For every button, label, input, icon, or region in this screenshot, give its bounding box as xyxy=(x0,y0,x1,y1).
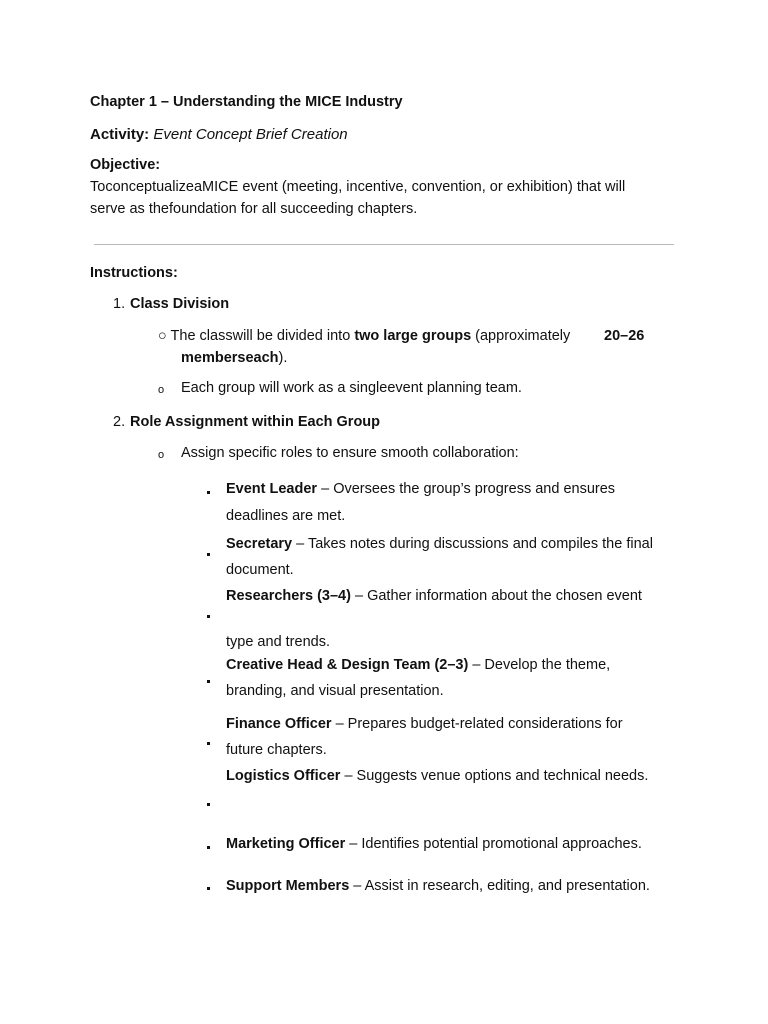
role-6-line1 xyxy=(226,836,642,852)
chapter-title: Chapter 1 – Understanding the MICE Industry xyxy=(90,94,403,110)
item1-bullet1-bold: two large groups xyxy=(354,328,472,344)
role-6-desc: – Identifies potential promotional approaches. xyxy=(345,836,642,852)
activity-line xyxy=(90,126,348,143)
horizontal-divider xyxy=(94,244,674,245)
hollow-circle-bullet-icon: ○ xyxy=(158,328,167,344)
role-0-desc: – Oversees the group’s progress and ensures xyxy=(317,481,616,497)
role-0-line2: deadlines are met. xyxy=(226,508,346,524)
role-3-name: Creative Head & Design Team (2–3) xyxy=(226,657,469,673)
role-5-name: Logistics Officer xyxy=(226,768,341,784)
objective-line-2: serve as thefoundation for all succeeding chapters. xyxy=(90,201,418,217)
role-4-line1 xyxy=(226,716,623,732)
square-bullet-icon xyxy=(207,803,210,806)
item1-bullet1-mid: (approximately xyxy=(471,328,571,344)
item1-bullet1-line1 xyxy=(158,328,570,344)
item1-bullet1-text: The classwill be divided into xyxy=(170,328,355,344)
role-3-line1 xyxy=(226,657,610,673)
item2-number: 2. xyxy=(113,414,126,430)
item1-bullet1-line2 xyxy=(181,350,287,366)
item1-bullet1-line2-rest: ). xyxy=(278,350,288,366)
role-7-name: Support Members xyxy=(226,878,350,894)
role-3-desc: – Develop the theme, xyxy=(468,657,611,673)
role-2-desc: – Gather information about the chosen event xyxy=(350,588,642,604)
role-1-desc: – Takes notes during discussions and compiles the final xyxy=(292,536,653,552)
instructions-label: Instructions: xyxy=(90,265,178,281)
activity-label: Activity: xyxy=(90,126,150,143)
role-5-line1 xyxy=(226,768,648,784)
square-bullet-icon xyxy=(207,887,210,890)
role-7-line1 xyxy=(226,878,650,894)
role-3-line2: branding, and visual presentation. xyxy=(226,683,444,699)
hollow-o-bullet-icon: o xyxy=(158,384,165,396)
square-bullet-icon xyxy=(207,742,210,745)
hollow-o-bullet-icon: o xyxy=(158,449,165,461)
role-1-line2: document. xyxy=(226,562,294,578)
activity-value: Event Concept Brief Creation xyxy=(153,126,348,143)
role-4-line2: future chapters. xyxy=(226,742,327,758)
item1-number: 1. xyxy=(113,296,126,312)
role-7-desc: – Assist in research, editing, and presentation. xyxy=(349,878,650,894)
role-1-line1 xyxy=(226,536,653,552)
square-bullet-icon xyxy=(207,491,210,494)
role-0-name: Event Leader xyxy=(226,481,318,497)
objective-line-1: ToconceptualizeaMICE event (meeting, incentive, convention, or exhibition) that will xyxy=(90,179,626,195)
square-bullet-icon xyxy=(207,680,210,683)
role-2-name: Researchers (3–4) xyxy=(226,588,351,604)
role-6-name: Marketing Officer xyxy=(226,836,346,852)
role-2-line1 xyxy=(226,588,642,604)
role-2-line2: type and trends. xyxy=(226,634,330,650)
role-4-name: Finance Officer xyxy=(226,716,332,732)
role-4-desc: – Prepares budget-related considerations for xyxy=(331,716,623,732)
role-0-line1 xyxy=(226,481,615,497)
square-bullet-icon xyxy=(207,846,210,849)
role-5-desc: – Suggests venue options and technical needs. xyxy=(340,768,649,784)
item1-title: Class Division xyxy=(130,296,230,312)
item1-bullet2-text: Each group will work as a singleevent planning team. xyxy=(181,380,522,396)
item1-bullet1-number: 20–26 xyxy=(604,328,645,344)
item2-intro: Assign specific roles to ensure smooth collaboration: xyxy=(181,445,519,461)
square-bullet-icon xyxy=(207,553,210,556)
square-bullet-icon xyxy=(207,615,210,618)
role-1-name: Secretary xyxy=(226,536,293,552)
item1-bullet1-line2-bold: memberseach xyxy=(181,350,279,366)
objective-label: Objective: xyxy=(90,157,161,173)
item2-title: Role Assignment within Each Group xyxy=(130,414,381,430)
